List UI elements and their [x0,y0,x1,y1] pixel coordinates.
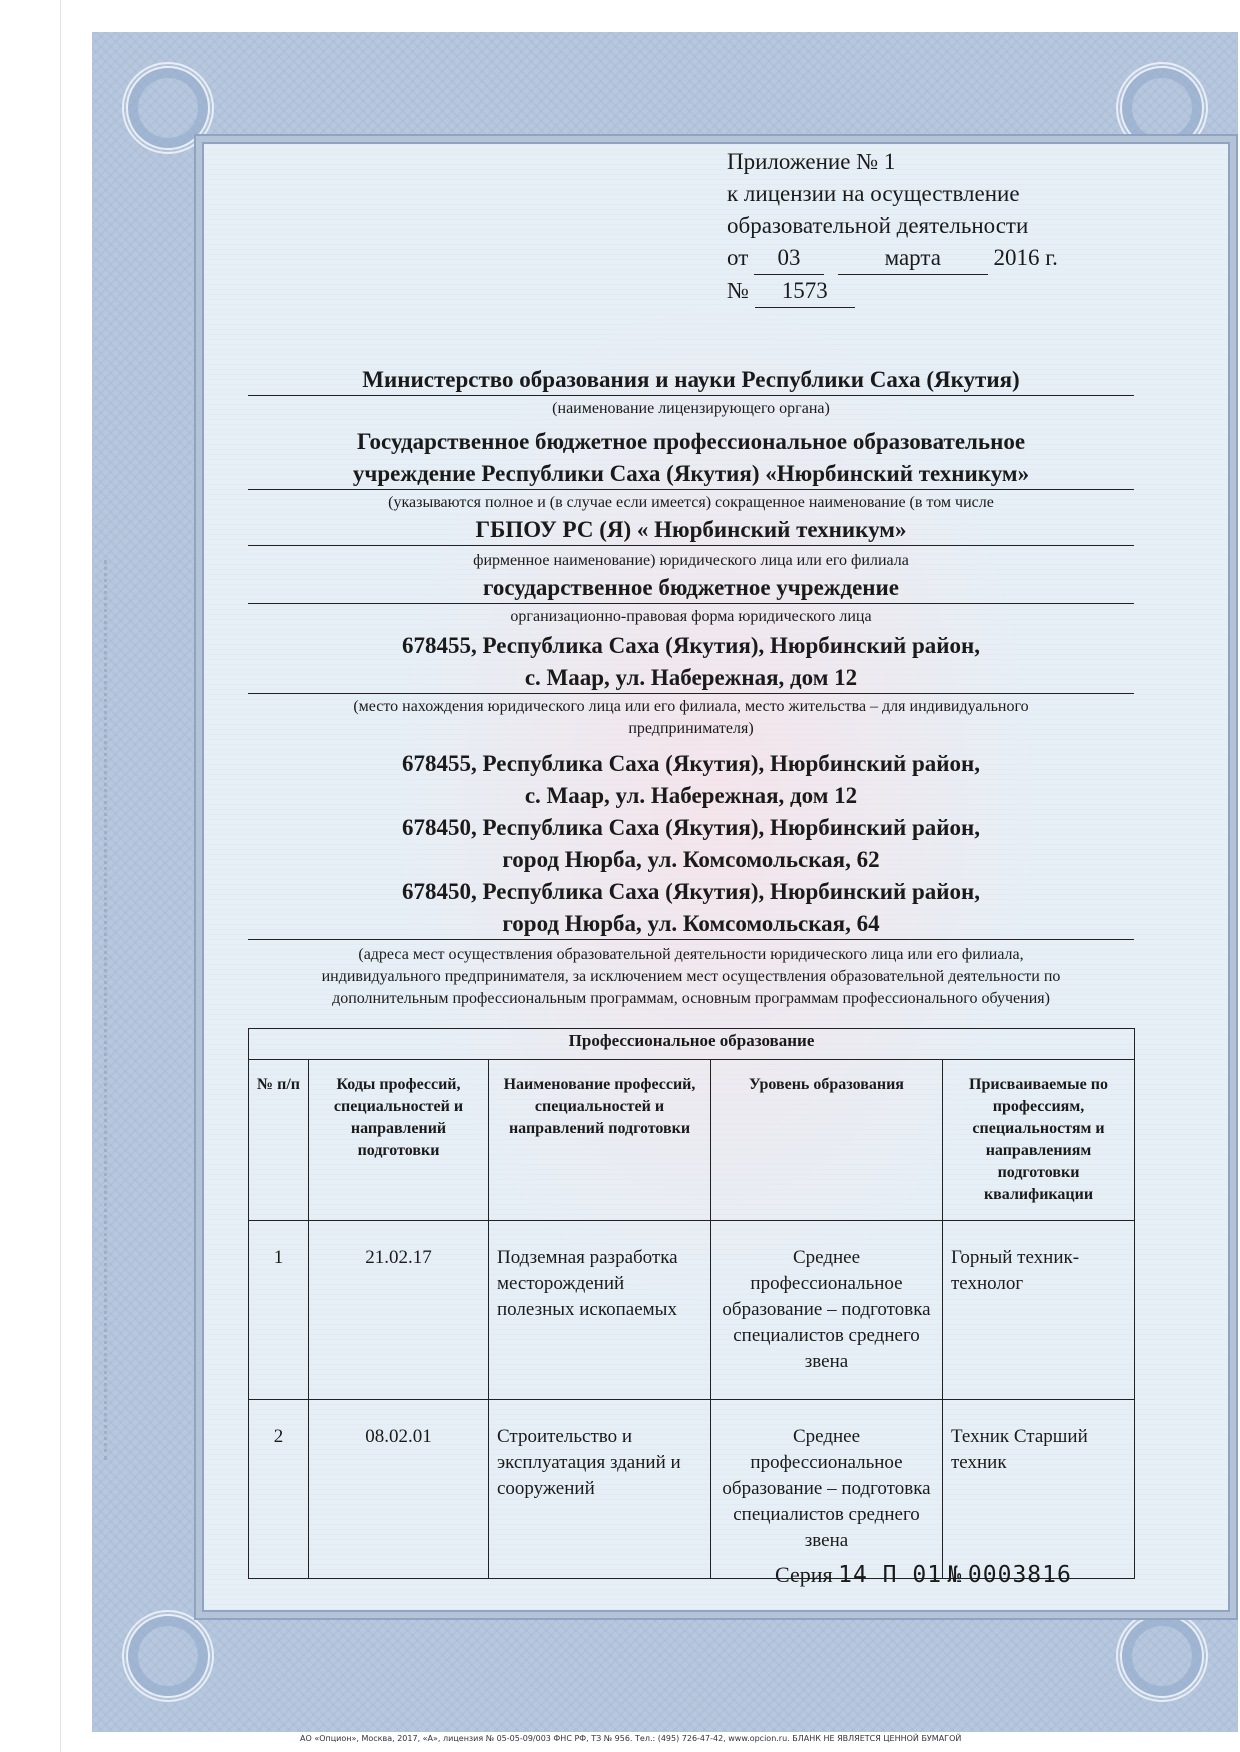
series-label: Серия [775,1562,833,1587]
row-number: 1 [249,1221,309,1400]
corner-ornament-bottom-right [1116,1610,1208,1702]
annex-from-label: от [727,245,749,270]
org-full-name-line-1: Государственное бюджетное профессиональное образовательное [356,429,1026,454]
annex-line-3: образовательной деятельности [727,213,1029,238]
address-caption-3: дополнительным профессиональным программам, основным программам профессионального обучения) [332,990,1050,1007]
series-number-sign: № [947,1562,963,1588]
annex-day: 03 [754,242,824,275]
annex-number-label: № [727,278,749,303]
activity-address-3a: 678450, Республика Саха (Якутия), Нюрбинский район, [401,879,981,904]
activity-address-2a: 678450, Республика Саха (Якутия), Нюрбинский район, [401,815,981,840]
activity-address-2b: город Нюрба, ул. Комсомольская, 62 [502,847,880,872]
header-codes: Коды профессий, специальностей и направлений подготовки [309,1060,489,1221]
annex-header [727,146,1087,308]
row-name: Строительство и эксплуатация зданий и сооружений [489,1400,711,1579]
programs-table [248,1028,1135,1579]
header-number: № п/п [249,1060,309,1221]
header-names: Наименование профессий, специальностей и направлений подготовки [489,1060,711,1221]
row-level: Среднее профессиональное образование – подготовка специалистов среднего звена [711,1221,943,1400]
header-level: Уровень образования [711,1060,943,1221]
activity-address-1a: 678455, Республика Саха (Якутия), Нюрбинский район, [401,751,981,776]
licensing-authority: Министерство образования и науки Республики Саха (Якутия) [248,364,1134,396]
page-fold-line [60,0,61,1752]
series-code: 14 П 01 [838,1562,943,1588]
annex-month: марта [838,242,988,275]
address-caption-2: индивидуального предпринимателя, за исключением мест осуществления образовательной деятельности по [321,968,1061,985]
annex-date [727,242,1087,275]
printer-imprint: АО «Опцион», Москва, 2017, «А», лицензия № 05-05-09/003 ФНС РФ, ТЗ № 956. Тел.: (495) 726-47-42, www.opcion.ru. БЛАНК НЕ ЯВЛЯЕТСЯ ЦЕННОЙ БУМАГОЙ [300,1734,962,1743]
corner-ornament-bottom-left [122,1610,214,1702]
short-name-caption: фирменное наименование) юридического лица или его филиала [473,552,909,569]
activity-address-3b: город Нюрба, ул. Комсомольская, 64 [248,908,1134,940]
row-name: Подземная разработка месторождений полезных ископаемых [489,1221,711,1400]
location-caption-2: предпринимателя) [628,720,754,737]
header-qualifications: Присваиваемые по профессиям, специальностям и направлениям подготовки квалификации [943,1060,1135,1221]
row-qualification: Горный техник-технолог [943,1221,1135,1400]
org-full-name-line-2: учреждение Республики Саха (Якутия) «Нюрбинский техникум» [248,458,1134,490]
annex-line-2: к лицензии на осуществление [727,181,1020,206]
table-row [249,1221,1135,1400]
corner-ornament-top-left [122,62,214,154]
location-line-2: с. Маар, ул. Набережная, дом 12 [248,662,1134,694]
annex-year: 2016 г. [993,245,1058,270]
corner-ornament-top-right [1116,62,1208,154]
annex-title: Приложение № 1 [727,149,896,174]
binding-thread [104,560,127,1460]
row-code: 21.02.17 [309,1221,489,1400]
legal-form-caption: организационно-правовая форма юридического лица [510,608,872,625]
annex-number: 1573 [755,275,855,308]
location-line-1: 678455, Республика Саха (Якутия), Нюрбинский район, [401,633,981,658]
address-caption-1: (адреса мест осуществления образовательной деятельности юридического лица или его филиала, [358,946,1024,963]
location-caption-1: (место нахождения юридического лица или его филиала, место жительства – для индивидуального [353,698,1029,715]
row-level: Среднее профессиональное образование – подготовка специалистов среднего звена [711,1400,943,1579]
blank-number: 0003816 [967,1562,1072,1588]
activity-address-1b: с. Маар, ул. Набережная, дом 12 [524,783,858,808]
licensing-authority-caption: (наименование лицензирующего органа) [552,400,830,417]
table-caption: Профессиональное образование [249,1029,1135,1060]
row-number: 2 [249,1400,309,1579]
legal-form: государственное бюджетное учреждение [248,572,1134,604]
org-name-caption: (указываются полное и (в случае если имеется) сокращенное наименование (в том числе [388,494,994,511]
row-qualification: Техник Старший техник [943,1400,1135,1579]
org-short-name: ГБПОУ РС (Я) « Нюрбинский техникум» [248,514,1134,546]
row-code: 08.02.01 [309,1400,489,1579]
blank-series [775,1562,1072,1588]
table-row [249,1400,1135,1579]
annex-number-line [727,275,1087,308]
